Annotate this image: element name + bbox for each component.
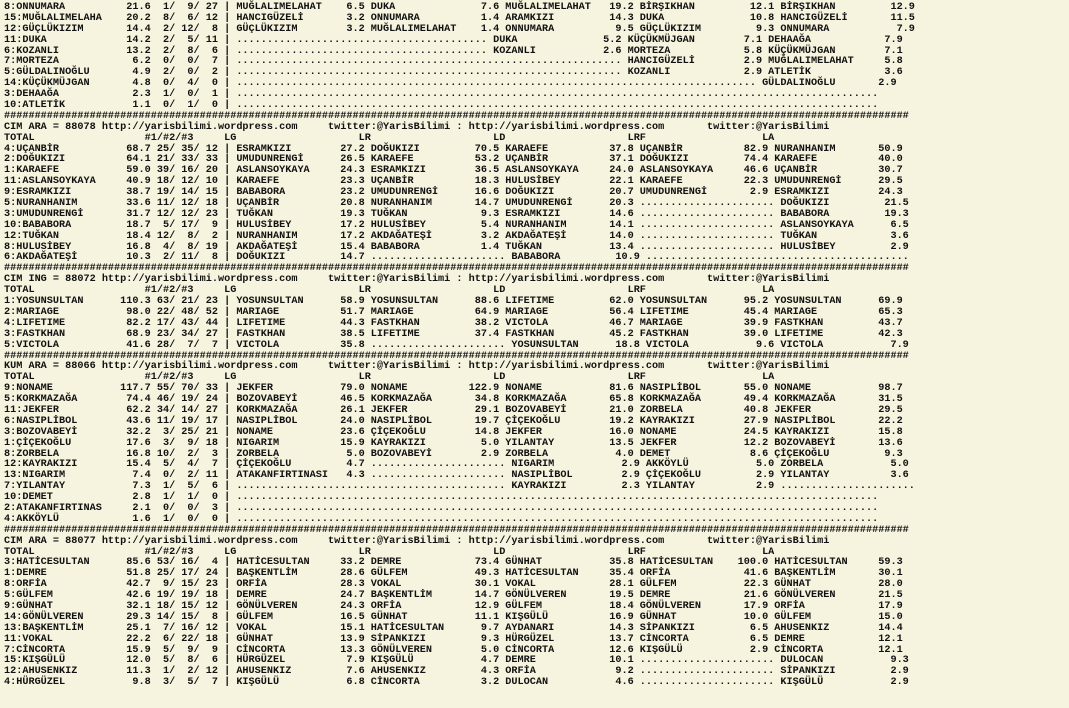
text-line: TOTAL #1/#2/#3 LG LR LD LRF LA — [4, 132, 775, 144]
text-line: 5:GÜLFEM 42.6 19/ 19/ 18 | DEMRE 24.7 BAŞKENTLİM 14.7 GÖNÜLVEREN 19.5 DEMRE 21.6 GÖNÜLVEREN 21.5 — [4, 590, 903, 602]
text-line: 12:GÜÇLÜKIZIM 14.4 2/ 12/ 8 | GÜÇLÜKIZIM 3.2 MUĞLALIMELAHAT 1.4 ONNUMARA 9.5 GÜÇLÜKIZIM 9.3 ONNUMARA 7.9 — [4, 23, 915, 35]
text-line: 12:TUĞKAN 18.4 12/ 8/ 2 | NURANHANIM 17.2 AKDAĞATEŞİ 3.2 AKDAĞATEŞİ 14.0 ...................... TUĞKAN 3.6 — [4, 230, 909, 242]
text-line: 8:ZORBELA 16.8 10/ 2/ 3 | ZORBELA 5.0 BOZOVABEYİ 2.9 ZORBELA 4.0 DEMET 8.6 ÇİÇEKOĞLU 9.3 — [4, 448, 903, 460]
text-line: 3:BOZOVABEYİ 32.2 3/ 25/ 21 | NONAME 23.6 ÇİÇEKOĞLU 14.8 JEKFER 16.0 NONAME 24.5 KAYRAKIZI 15.8 — [4, 426, 903, 438]
separator-line: #################################################################################################################################################### — [4, 350, 909, 362]
text-line: 15:KIŞGÜLÜ 12.0 5/ 8/ 6 | HÜRGÜZEL 7.9 KIŞGÜLÜ 4.7 DEMRE 10.1 ...................... DULOCAN 9.3 — [4, 655, 909, 667]
text-line: 6:NASIPLİBOL 43.6 11/ 19/ 17 | NASIPLİBOL 24.0 NASIPLİBOL 19.7 ÇİÇEKOĞLU 19.2 KAYRAKIZI 27.9 NASIPLİBOL 22.2 — [4, 415, 903, 427]
text-line: 10:DEMET 2.8 1/ 1/ 0 | ......................................................................................................... — [4, 492, 879, 504]
text-line: TOTAL #1/#2/#3 LG LR LD LRF LA — [4, 372, 775, 384]
text-line: 2:ATAKANFIRTINAS 2.1 0/ 0/ 3 | ......................................................................................................... — [4, 502, 879, 514]
text-line: TOTAL #1/#2/#3 LG LR LD LRF LA — [4, 546, 775, 558]
text-line: 2:DOĞUKIZI 64.1 21/ 33/ 33 | UMUDUNRENGİ 26.5 KARAEFE 53.2 UÇANBİR 37.1 DOĞUKIZI 74.4 KARAEFE 40.0 — [4, 154, 903, 166]
text-line: 3:UMUDUNRENGİ 31.7 12/ 12/ 23 | TUĞKAN 19.3 TUĞKAN 9.3 ESRAMKIZI 14.6 ...................... BABABORA 19.3 — [4, 208, 909, 220]
text-line: 9:NONAME 117.7 55/ 70/ 33 | JEKFER 79.0 NONAME 122.9 NONAME 81.6 NASIPLİBOL 55.0 NONAME 98.7 — [4, 383, 903, 395]
text-line: 13:NIGARIM 7.4 0/ 2/ 11 | ATAKANFIRTINASI 4.3 ...................... NASIPLİBOL 2.9 ÇİÇEKOĞLU 2.9 YILANTAY 3.6 — [4, 470, 909, 482]
text-line: 6:AKDAĞATEŞİ 10.3 2/ 11/ 8 | DOĞUKIZI 14.7 ...................... BABABORA 10.9 ........................................... — [4, 252, 909, 264]
separator-line: #################################################################################################################################################### — [4, 524, 909, 536]
text-line: 11:VOKAL 22.2 6/ 22/ 18 | GÜNHAT 13.9 SİPANKIZI 9.3 HÜRGÜZEL 13.7 CİNCORTA 6.5 DEMRE 12.1 — [4, 633, 903, 645]
text-line: 4:LIFETIME 82.2 17/ 43/ 44 | LIFETIME 44.3 FASTKHAN 38.2 VICTOLA 46.7 MARIAGE 39.9 FASTKHAN 43.7 — [4, 317, 903, 329]
text-line: 5:KORKMAZAĞA 74.4 46/ 19/ 24 | BOZOVABEYİ 46.5 KORKMAZAĞA 34.8 KORKMAZAĞA 65.8 KORKMAZAĞA 49.4 KORKMAZAĞA 31.5 — [4, 394, 903, 406]
text-line: 11:ASLANSOYKAYA 40.9 18/ 12/ 10 | KARAEFE 23.3 UÇANBİR 18.3 HULUSİBEY 22.1 KARAEFE 22.3 UMUDUNRENGİ 29.5 — [4, 176, 903, 188]
text-line: 1:ÇİÇEKOĞLU 17.6 3/ 9/ 18 | NIGARIM 15.9 KAYRAKIZI 5.0 YILANTAY 13.5 JEKFER 12.2 BOZOVABEYİ 13.6 — [4, 437, 903, 449]
text-line: 3:HATİCESULTAN 85.6 53/ 16/ 4 | HATİCESULTAN 33.2 DEMRE 73.4 GÜNHAT 35.8 HATİCESULTAN 100.0 HATİCESULTAN 59.3 — [4, 557, 903, 569]
text-line: 9:GÜNHAT 32.1 18/ 15/ 12 | GÖNÜLVEREN 24.3 ORFİA 12.9 GÜLFEM 18.4 GÖNÜLVEREN 17.9 ORFİA 17.9 — [4, 600, 903, 612]
text-line: 8:HULUSİBEY 16.8 4/ 8/ 19 | AKDAĞATEŞİ 15.4 BABABORA 1.4 TUĞKAN 13.4 ...................... HULUSİBEY 2.9 — [4, 241, 909, 253]
text-line: 4:UÇANBİR 68.7 25/ 35/ 12 | ESRAMKIZI 27.2 DOĞUKIZI 70.5 KARAEFE 37.8 UÇANBİR 82.9 NURANHANIM 50.9 — [4, 143, 903, 155]
text-line: CIM ARA = 88078 http://yarisbilimi.wordpress.com twitter:@YarisBilimi : http://yarisbilimi.wordpress.com twitter:@YarisBilimi — [4, 121, 830, 133]
separator-line: #################################################################################################################################################### — [4, 110, 909, 122]
text-line: 6:KOZANLI 13.2 2/ 8/ 6 | ......................................... KOZANLI 2.6 MORTEZA 5.8 KÜÇÜKMÜJGAN 7.1 — [4, 45, 903, 57]
text-line: 4:HÜRGÜZEL 9.8 3/ 5/ 7 | KIŞGÜLÜ 6.8 CİNCORTA 3.2 DULOCAN 4.6 ...................... KIŞGÜLÜ 2.9 — [4, 677, 909, 689]
text-line: CIM ARA = 88077 http://yarisbilimi.wordpress.com twitter:@YarisBilimi : http://yarisbilimi.wordpress.com twitter:@YarisBilimi — [4, 535, 830, 547]
text-line: 13:BAŞKENTLİM 25.1 7/ 16/ 12 | VOKAL 15.1 HATİCESULTAN 9.7 AYDANARI 14.3 SİPANKIZI 6.5 AHUSENKIZ 14.4 — [4, 622, 903, 634]
text-line: 5:VICTOLA 41.6 28/ 7/ 7 | VICTOLA 35.8 ...................... YOSUNSULTAN 18.8 VICTOLA 9.6 VICTOLA 7.9 — [4, 339, 909, 351]
text-line: 2:MARIAGE 98.0 22/ 48/ 52 | MARIAGE 51.7 MARIAGE 64.9 MARIAGE 56.4 LIFETIME 45.4 MARIAGE 65.3 — [4, 306, 903, 318]
text-line: 5:NURANHANIM 33.6 11/ 12/ 18 | UÇANBİR 20.8 NURANHANIM 14.7 UMUDUNRENGİ 20.3 ...................... DOĞUKIZI 21.5 — [4, 198, 909, 210]
text-line: 8:ORFİA 42.7 9/ 15/ 23 | ORFİA 28.3 VOKAL 30.1 VOKAL 28.1 GÜLFEM 22.3 GÜNHAT 28.0 — [4, 579, 903, 591]
text-line: 4:AKKÖYLÜ 1.6 1/ 0/ 0 | ......................................................................................................... — [4, 513, 879, 525]
text-line: KUM ARA = 88066 http://yarisbilimi.wordpress.com twitter:@YarisBilimi : http://yarisbilimi.wordpress.com twitter:@YarisBilimi — [4, 361, 830, 373]
text-line: 5:GÜLDALINOĞLU 4.9 2/ 0/ 2 | ............................................................... KOZANLI 2.9 ATLETİK 3.6 — [4, 67, 903, 79]
text-line: 15:MUĞLALIMELAHA 20.2 8/ 6/ 12 | HANCIGÜZELİ 3.2 ONNUMARA 1.4 ARAMKIZI 14.3 DUKA 10.8 HANCIGÜZELİ 11.5 — [4, 12, 915, 24]
text-line: CIM ING = 88072 http://yarisbilimi.wordpress.com twitter:@YarisBilimi : http://yarisbilimi.wordpress.com twitter:@YarisBilimi — [4, 274, 830, 286]
text-line: 12:AHUSENKIZ 11.3 1/ 2/ 12 | AHUSENKIZ 7.6 AHUSENKIZ 4.3 ORFİA 9.2 ...................... SİPANKIZI 2.9 — [4, 666, 909, 678]
text-line: 3:DEHAAĞA 2.3 1/ 0/ 1 | ......................................................................................................... — [4, 89, 879, 101]
text-line: 7:YILANTAY 7.3 1/ 5/ 6 | ............................................ KAYRAKIZI 2.3 YILANTAY 2.9 ...................... — [4, 481, 915, 493]
text-line: 10:BABABORA 18.7 5/ 17/ 9 | HULUSİBEY 17.2 HULUSİBEY 5.4 NURANHANIM 14.1 ...................... ASLANSOYKAYA 6.5 — [4, 219, 909, 231]
text-line: 7:CİNCORTA 15.9 5/ 9/ 9 | CİNCORTA 13.3 GÖNÜLVEREN 5.0 CİNCORTA 12.6 KIŞGÜLÜ 2.9 CİNCORTA 12.1 — [4, 644, 903, 656]
text-line: 8:ONNUMARA 21.6 1/ 9/ 27 | MUĞLALIMELAHAT 6.5 DUKA 7.6 MUĞLALIMELAHAT 19.2 BİRŞIKHAN 12.1 BİRŞIKHAN 12.9 — [4, 2, 915, 13]
text-line: 14:GÖNÜLVEREN 29.3 14/ 15/ 8 | GÜLFEM 16.5 GÜNHAT 11.1 KIŞGÜLÜ 16.9 GÜNHAT 10.0 GÜLFEM 15.0 — [4, 611, 903, 623]
separator-line: #################################################################################################################################################### — [4, 263, 909, 275]
text-line: 11:JEKFER 62.2 34/ 14/ 27 | KORKMAZAĞA 26.1 JEKFER 29.1 BOZOVABEYİ 21.0 ZORBELA 40.8 JEKFER 29.5 — [4, 404, 903, 416]
text-line: 1:YOSUNSULTAN 110.3 63/ 21/ 23 | YOSUNSULTAN 58.9 YOSUNSULTAN 88.6 LIFETIME 62.0 YOSUNSULTAN 95.2 YOSUNSULTAN 69.9 — [4, 296, 903, 308]
text-line: TOTAL #1/#2/#3 LG LR LD LRF LA — [4, 285, 775, 297]
text-line: 9:ESRAMKIZI 38.7 19/ 14/ 15 | BABABORA 23.2 UMUDUNRENGİ 16.6 DOĞUKIZI 20.7 UMUDUNRENGİ 2.9 ESRAMKIZI 24.3 — [4, 187, 903, 199]
text-line: 12:KAYRAKIZI 15.4 5/ 4/ 7 | ÇİÇEKOĞLU 4.7 ...................... NIGARIM 2.9 AKKÖYLÜ 5.0 ZORBELA 5.0 — [4, 459, 909, 471]
text-line: 10:ATLETİK 1.1 0/ 1/ 0 | ......................................................................................................... — [4, 100, 879, 112]
text-line: 3:FASTKHAN 68.9 23/ 34/ 27 | FASTKHAN 38.5 LIFETIME 37.4 FASTKHAN 45.2 FASTKHAN 39.0 LIFETIME 42.3 — [4, 328, 903, 340]
text-line: 7:MORTEZA 6.2 0/ 0/ 7 | ............................................................... HANCIGÜZELİ 2.9 MUĞLALIMELAHAT 5.8 — [4, 56, 903, 68]
text-line: 1:KARAEFE 59.0 39/ 16/ 20 | ASLANSOYKAYA 24.3 ESRAMKIZI 36.5 ASLANSOYKAYA 24.0 ASLANSOYKAYA 46.6 UÇANBİR 30.7 — [4, 165, 903, 177]
text-line: 14:KÜÇÜKMÜJGAN 4.8 0/ 4/ 0 | ..................................................................................... GÜLDALINOĞLU 2.9 — [4, 78, 897, 90]
text-line: 11:DUKA 14.2 2/ 5/ 11 | ......................................... DUKA 5.2 KÜÇÜKMÜJGAN 7.1 DEHAAĞA 7.9 — [4, 34, 903, 46]
text-line: 1:DEMRE 51.8 25/ 17/ 24 | BAŞKENTLİM 28.6 GÜLFEM 49.3 HATİCESULTAN 35.4 ORFİA 41.6 BAŞKENTLİM 30.1 — [4, 568, 903, 580]
